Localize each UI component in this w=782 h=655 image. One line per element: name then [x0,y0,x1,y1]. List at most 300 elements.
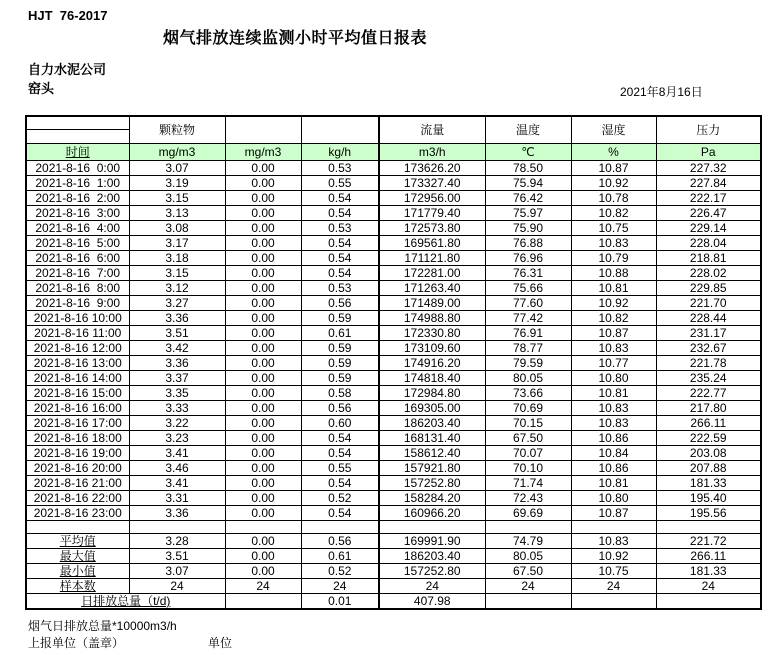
value-cell: 3.41 [129,446,225,461]
report-unit-label: 上报单位（盖章） [28,636,125,650]
unit-cell: ℃ [485,144,571,161]
value-cell: 174916.20 [379,356,485,371]
value-cell: 3.27 [129,296,225,311]
value-cell: 72.43 [485,491,571,506]
time-cell: 2021-8-16 20:00 [26,461,129,476]
value-cell: 0.54 [301,251,379,266]
value-cell: 10.81 [571,476,656,491]
empty-header-cell [225,116,301,144]
value-cell: 157252.80 [379,476,485,491]
spacer-cell [379,521,485,534]
value-cell: 0.00 [225,236,301,251]
time-cell: 2021-8-16 3:00 [26,206,129,221]
summary-value-cell: 169991.90 [379,534,485,549]
value-cell: 181.33 [656,476,761,491]
value-cell: 78.50 [485,161,571,176]
value-cell: 171779.40 [379,206,485,221]
value-cell: 0.00 [225,401,301,416]
summary-value-cell: 24 [129,579,225,594]
value-cell: 172330.80 [379,326,485,341]
summary-value-cell: 3.07 [129,564,225,579]
summary-row [26,564,761,579]
value-cell: 0.00 [225,461,301,476]
value-cell: 70.15 [485,416,571,431]
value-cell: 0.00 [225,206,301,221]
table-row [26,221,761,236]
daily-total-cell: 0.01 [301,594,379,610]
daily-total-row [26,594,761,610]
summary-value-cell: 3.28 [129,534,225,549]
spacer-cell [656,521,761,534]
value-cell: 3.13 [129,206,225,221]
time-cell: 2021-8-16 12:00 [26,341,129,356]
table-row [26,461,761,476]
value-cell: 10.87 [571,161,656,176]
value-cell: 10.77 [571,356,656,371]
time-cell: 2021-8-16 4:00 [26,221,129,236]
value-cell: 10.92 [571,296,656,311]
value-cell: 0.00 [225,506,301,521]
value-cell: 227.84 [656,176,761,191]
time-cell: 2021-8-16 16:00 [26,401,129,416]
value-cell: 172956.00 [379,191,485,206]
unit-cell: mg/m3 [129,144,225,161]
table-row [26,476,761,491]
value-cell: 3.15 [129,266,225,281]
time-column-label: 时间 [26,144,129,161]
time-cell: 2021-8-16 15:00 [26,386,129,401]
value-cell: 0.00 [225,476,301,491]
value-cell: 10.80 [571,491,656,506]
summary-label: 最小值 [26,564,129,579]
time-cell: 2021-8-16 1:00 [26,176,129,191]
value-cell: 73.66 [485,386,571,401]
value-cell: 169305.00 [379,401,485,416]
value-cell: 3.37 [129,371,225,386]
value-cell: 172281.00 [379,266,485,281]
value-cell: 218.81 [656,251,761,266]
spacer-cell [301,521,379,534]
temperature-header: 温度 [485,116,571,144]
table-row [26,431,761,446]
value-cell: 10.82 [571,206,656,221]
value-cell: 222.17 [656,191,761,206]
value-cell: 0.00 [225,491,301,506]
daily-total-cell [571,594,656,610]
time-cell: 2021-8-16 11:00 [26,326,129,341]
table-row [26,161,761,176]
value-cell: 228.04 [656,236,761,251]
value-cell: 0.00 [225,386,301,401]
value-cell: 0.54 [301,431,379,446]
value-cell: 3.18 [129,251,225,266]
value-cell: 76.31 [485,266,571,281]
unit-cell: m3/h [379,144,485,161]
summary-value-cell: 157252.80 [379,564,485,579]
time-cell: 2021-8-16 6:00 [26,251,129,266]
summary-value-cell: 0.00 [225,564,301,579]
time-cell: 2021-8-16 8:00 [26,281,129,296]
daily-total-label: 日排放总量（t/d) [26,594,225,610]
value-cell: 76.91 [485,326,571,341]
table-row [26,296,761,311]
flow-header: 流量 [379,116,485,144]
value-cell: 0.00 [225,326,301,341]
time-cell: 2021-8-16 14:00 [26,371,129,386]
daily-total-cell [225,594,301,610]
time-cell: 2021-8-16 13:00 [26,356,129,371]
table-row [26,206,761,221]
value-cell: 3.46 [129,461,225,476]
summary-row-group [26,534,761,610]
value-cell: 80.05 [485,371,571,386]
value-cell: 3.12 [129,281,225,296]
value-cell: 229.85 [656,281,761,296]
value-cell: 70.07 [485,446,571,461]
table-row [26,281,761,296]
time-cell: 2021-8-16 5:00 [26,236,129,251]
value-cell: 10.86 [571,431,656,446]
daily-total-cell: 407.98 [379,594,485,610]
table-row [26,266,761,281]
value-cell: 0.00 [225,341,301,356]
value-cell: 173327.40 [379,176,485,191]
summary-row [26,579,761,594]
spacer-cell [571,521,656,534]
time-header-upper-cell [26,116,129,130]
value-cell: 3.15 [129,191,225,206]
summary-value-cell: 181.33 [656,564,761,579]
value-cell: 0.55 [301,176,379,191]
monitoring-point-name: 窑头 [28,81,55,96]
value-cell: 10.75 [571,221,656,236]
value-cell: 0.55 [301,461,379,476]
value-cell: 3.51 [129,326,225,341]
summary-value-cell: 186203.40 [379,549,485,564]
value-cell: 221.70 [656,296,761,311]
value-cell: 0.59 [301,356,379,371]
value-cell: 75.97 [485,206,571,221]
value-cell: 171263.40 [379,281,485,296]
summary-value-cell: 10.92 [571,549,656,564]
unit-cell: % [571,144,656,161]
value-cell: 0.00 [225,311,301,326]
summary-value-cell: 0.00 [225,549,301,564]
value-cell: 3.22 [129,416,225,431]
summary-value-cell: 24 [301,579,379,594]
value-cell: 10.83 [571,416,656,431]
summary-value-cell: 80.05 [485,549,571,564]
summary-value-cell: 0.52 [301,564,379,579]
value-cell: 10.92 [571,176,656,191]
time-cell: 2021-8-16 0:00 [26,161,129,176]
table-row [26,491,761,506]
value-cell: 3.23 [129,431,225,446]
value-cell: 10.83 [571,236,656,251]
value-cell: 3.36 [129,356,225,371]
unit-label: 单位 [208,636,233,650]
value-cell: 266.11 [656,416,761,431]
value-cell: 71.74 [485,476,571,491]
value-cell: 174818.40 [379,371,485,386]
value-cell: 10.86 [571,461,656,476]
value-cell: 75.90 [485,221,571,236]
value-cell: 232.67 [656,341,761,356]
value-cell: 3.36 [129,311,225,326]
value-cell: 172573.80 [379,221,485,236]
value-cell: 0.00 [225,221,301,236]
value-cell: 158284.20 [379,491,485,506]
footer-note: 烟气日排放总量*10000m3/h [28,619,177,633]
spacer-cell [485,521,571,534]
unit-cell: mg/m3 [225,144,301,161]
value-cell: 0.00 [225,371,301,386]
value-cell: 0.00 [225,191,301,206]
value-cell: 0.00 [225,281,301,296]
value-cell: 0.54 [301,476,379,491]
summary-value-cell: 24 [225,579,301,594]
doc-code: HJT 76-2017 [28,8,108,23]
value-cell: 226.47 [656,206,761,221]
summary-value-cell: 266.11 [656,549,761,564]
value-cell: 0.53 [301,161,379,176]
value-cell: 0.00 [225,296,301,311]
value-cell: 231.17 [656,326,761,341]
spacer-cell [26,521,129,534]
value-cell: 67.50 [485,431,571,446]
summary-value-cell: 74.79 [485,534,571,549]
value-cell: 0.59 [301,311,379,326]
summary-row [26,549,761,564]
value-cell: 10.79 [571,251,656,266]
value-cell: 3.19 [129,176,225,191]
unit-cell: kg/h [301,144,379,161]
value-cell: 172984.80 [379,386,485,401]
value-cell: 173626.20 [379,161,485,176]
value-cell: 76.88 [485,236,571,251]
summary-value-cell: 24 [571,579,656,594]
value-cell: 3.31 [129,491,225,506]
summary-value-cell: 10.75 [571,564,656,579]
spacer-cell [129,521,225,534]
value-cell: 10.81 [571,386,656,401]
summary-value-cell: 0.61 [301,549,379,564]
units-row [26,144,761,161]
summary-label: 样本数 [26,579,129,594]
value-cell: 0.56 [301,401,379,416]
value-cell: 0.53 [301,221,379,236]
summary-value-cell: 0.00 [225,534,301,549]
value-cell: 0.59 [301,341,379,356]
value-cell: 0.00 [225,416,301,431]
value-cell: 228.02 [656,266,761,281]
value-cell: 222.59 [656,431,761,446]
value-cell: 0.00 [225,356,301,371]
table-row [26,176,761,191]
value-cell: 79.59 [485,356,571,371]
value-cell: 157921.80 [379,461,485,476]
value-cell: 10.81 [571,281,656,296]
summary-label: 最大值 [26,549,129,564]
value-cell: 3.33 [129,401,225,416]
value-cell: 0.00 [225,161,301,176]
summary-value-cell: 24 [379,579,485,594]
value-cell: 10.78 [571,191,656,206]
value-cell: 0.54 [301,506,379,521]
value-cell: 0.53 [301,281,379,296]
spacer-row-group [26,521,761,534]
data-row-group [26,161,761,521]
value-cell: 203.08 [656,446,761,461]
particulate-header: 颗粒物 [129,116,225,144]
table-row [26,251,761,266]
value-cell: 0.00 [225,431,301,446]
value-cell: 221.78 [656,356,761,371]
humidity-header: 湿度 [571,116,656,144]
value-cell: 10.87 [571,506,656,521]
value-cell: 78.77 [485,341,571,356]
summary-value-cell: 10.83 [571,534,656,549]
time-cell: 2021-8-16 19:00 [26,446,129,461]
table-row [26,401,761,416]
value-cell: 3.07 [129,161,225,176]
value-cell: 10.80 [571,371,656,386]
value-cell: 169561.80 [379,236,485,251]
value-cell: 75.94 [485,176,571,191]
table-row [26,356,761,371]
time-cell: 2021-8-16 22:00 [26,491,129,506]
summary-label: 平均值 [26,534,129,549]
summary-value-cell: 24 [485,579,571,594]
summary-value-cell: 221.72 [656,534,761,549]
summary-value-cell: 0.56 [301,534,379,549]
table-row [26,236,761,251]
value-cell: 195.40 [656,491,761,506]
value-cell: 69.69 [485,506,571,521]
summary-value-cell: 24 [656,579,761,594]
table-row [26,506,761,521]
value-cell: 3.17 [129,236,225,251]
value-cell: 10.83 [571,401,656,416]
value-cell: 10.83 [571,341,656,356]
value-cell: 228.44 [656,311,761,326]
value-cell: 0.00 [225,176,301,191]
value-cell: 195.56 [656,506,761,521]
value-cell: 0.54 [301,236,379,251]
value-cell: 0.59 [301,371,379,386]
value-cell: 77.42 [485,311,571,326]
hourly-report-table [25,115,762,610]
value-cell: 0.60 [301,416,379,431]
value-cell: 222.77 [656,386,761,401]
company-name: 自力水泥公司 [28,62,107,77]
time-cell: 2021-8-16 10:00 [26,311,129,326]
value-cell: 173109.60 [379,341,485,356]
table-row [26,191,761,206]
value-cell: 3.42 [129,341,225,356]
value-cell: 3.08 [129,221,225,236]
value-cell: 0.54 [301,266,379,281]
time-cell: 2021-8-16 2:00 [26,191,129,206]
value-cell: 174988.80 [379,311,485,326]
unit-cell: Pa [656,144,761,161]
empty-header-cell [301,116,379,144]
page-title: 烟气排放连续监测小时平均值日报表 [163,30,428,47]
value-cell: 10.87 [571,326,656,341]
value-cell: 10.88 [571,266,656,281]
value-cell: 76.96 [485,251,571,266]
value-cell: 10.82 [571,311,656,326]
summary-row [26,534,761,549]
value-cell: 171121.80 [379,251,485,266]
header-row-top [26,116,761,130]
value-cell: 158612.40 [379,446,485,461]
daily-total-cell [656,594,761,610]
time-cell: 2021-8-16 21:00 [26,476,129,491]
table-row [26,371,761,386]
time-cell: 2021-8-16 23:00 [26,506,129,521]
table-row [26,446,761,461]
value-cell: 0.54 [301,206,379,221]
time-cell: 2021-8-16 9:00 [26,296,129,311]
value-cell: 70.69 [485,401,571,416]
value-cell: 0.61 [301,326,379,341]
time-cell: 2021-8-16 7:00 [26,266,129,281]
value-cell: 171489.00 [379,296,485,311]
value-cell: 235.24 [656,371,761,386]
value-cell: 0.00 [225,251,301,266]
value-cell: 75.66 [485,281,571,296]
report-date: 2021年8月16日 [620,85,703,99]
daily-total-cell [485,594,571,610]
spacer-row [26,521,761,534]
value-cell: 3.41 [129,476,225,491]
value-cell: 160966.20 [379,506,485,521]
value-cell: 3.36 [129,506,225,521]
table-row [26,386,761,401]
value-cell: 217.80 [656,401,761,416]
value-cell: 0.00 [225,266,301,281]
value-cell: 0.52 [301,491,379,506]
value-cell: 0.54 [301,191,379,206]
table-row [26,416,761,431]
time-cell: 2021-8-16 18:00 [26,431,129,446]
table-row [26,326,761,341]
value-cell: 70.10 [485,461,571,476]
value-cell: 0.58 [301,386,379,401]
value-cell: 3.35 [129,386,225,401]
summary-value-cell: 3.51 [129,549,225,564]
value-cell: 0.00 [225,446,301,461]
value-cell: 168131.40 [379,431,485,446]
table-row [26,341,761,356]
value-cell: 0.54 [301,446,379,461]
time-header-lower-cell [26,130,129,144]
value-cell: 0.56 [301,296,379,311]
value-cell: 77.60 [485,296,571,311]
value-cell: 227.32 [656,161,761,176]
value-cell: 207.88 [656,461,761,476]
value-cell: 76.42 [485,191,571,206]
summary-value-cell: 67.50 [485,564,571,579]
spacer-cell [225,521,301,534]
time-cell: 2021-8-16 17:00 [26,416,129,431]
header-row-group [26,116,761,161]
value-cell: 186203.40 [379,416,485,431]
value-cell: 229.14 [656,221,761,236]
table-row [26,311,761,326]
value-cell: 10.84 [571,446,656,461]
